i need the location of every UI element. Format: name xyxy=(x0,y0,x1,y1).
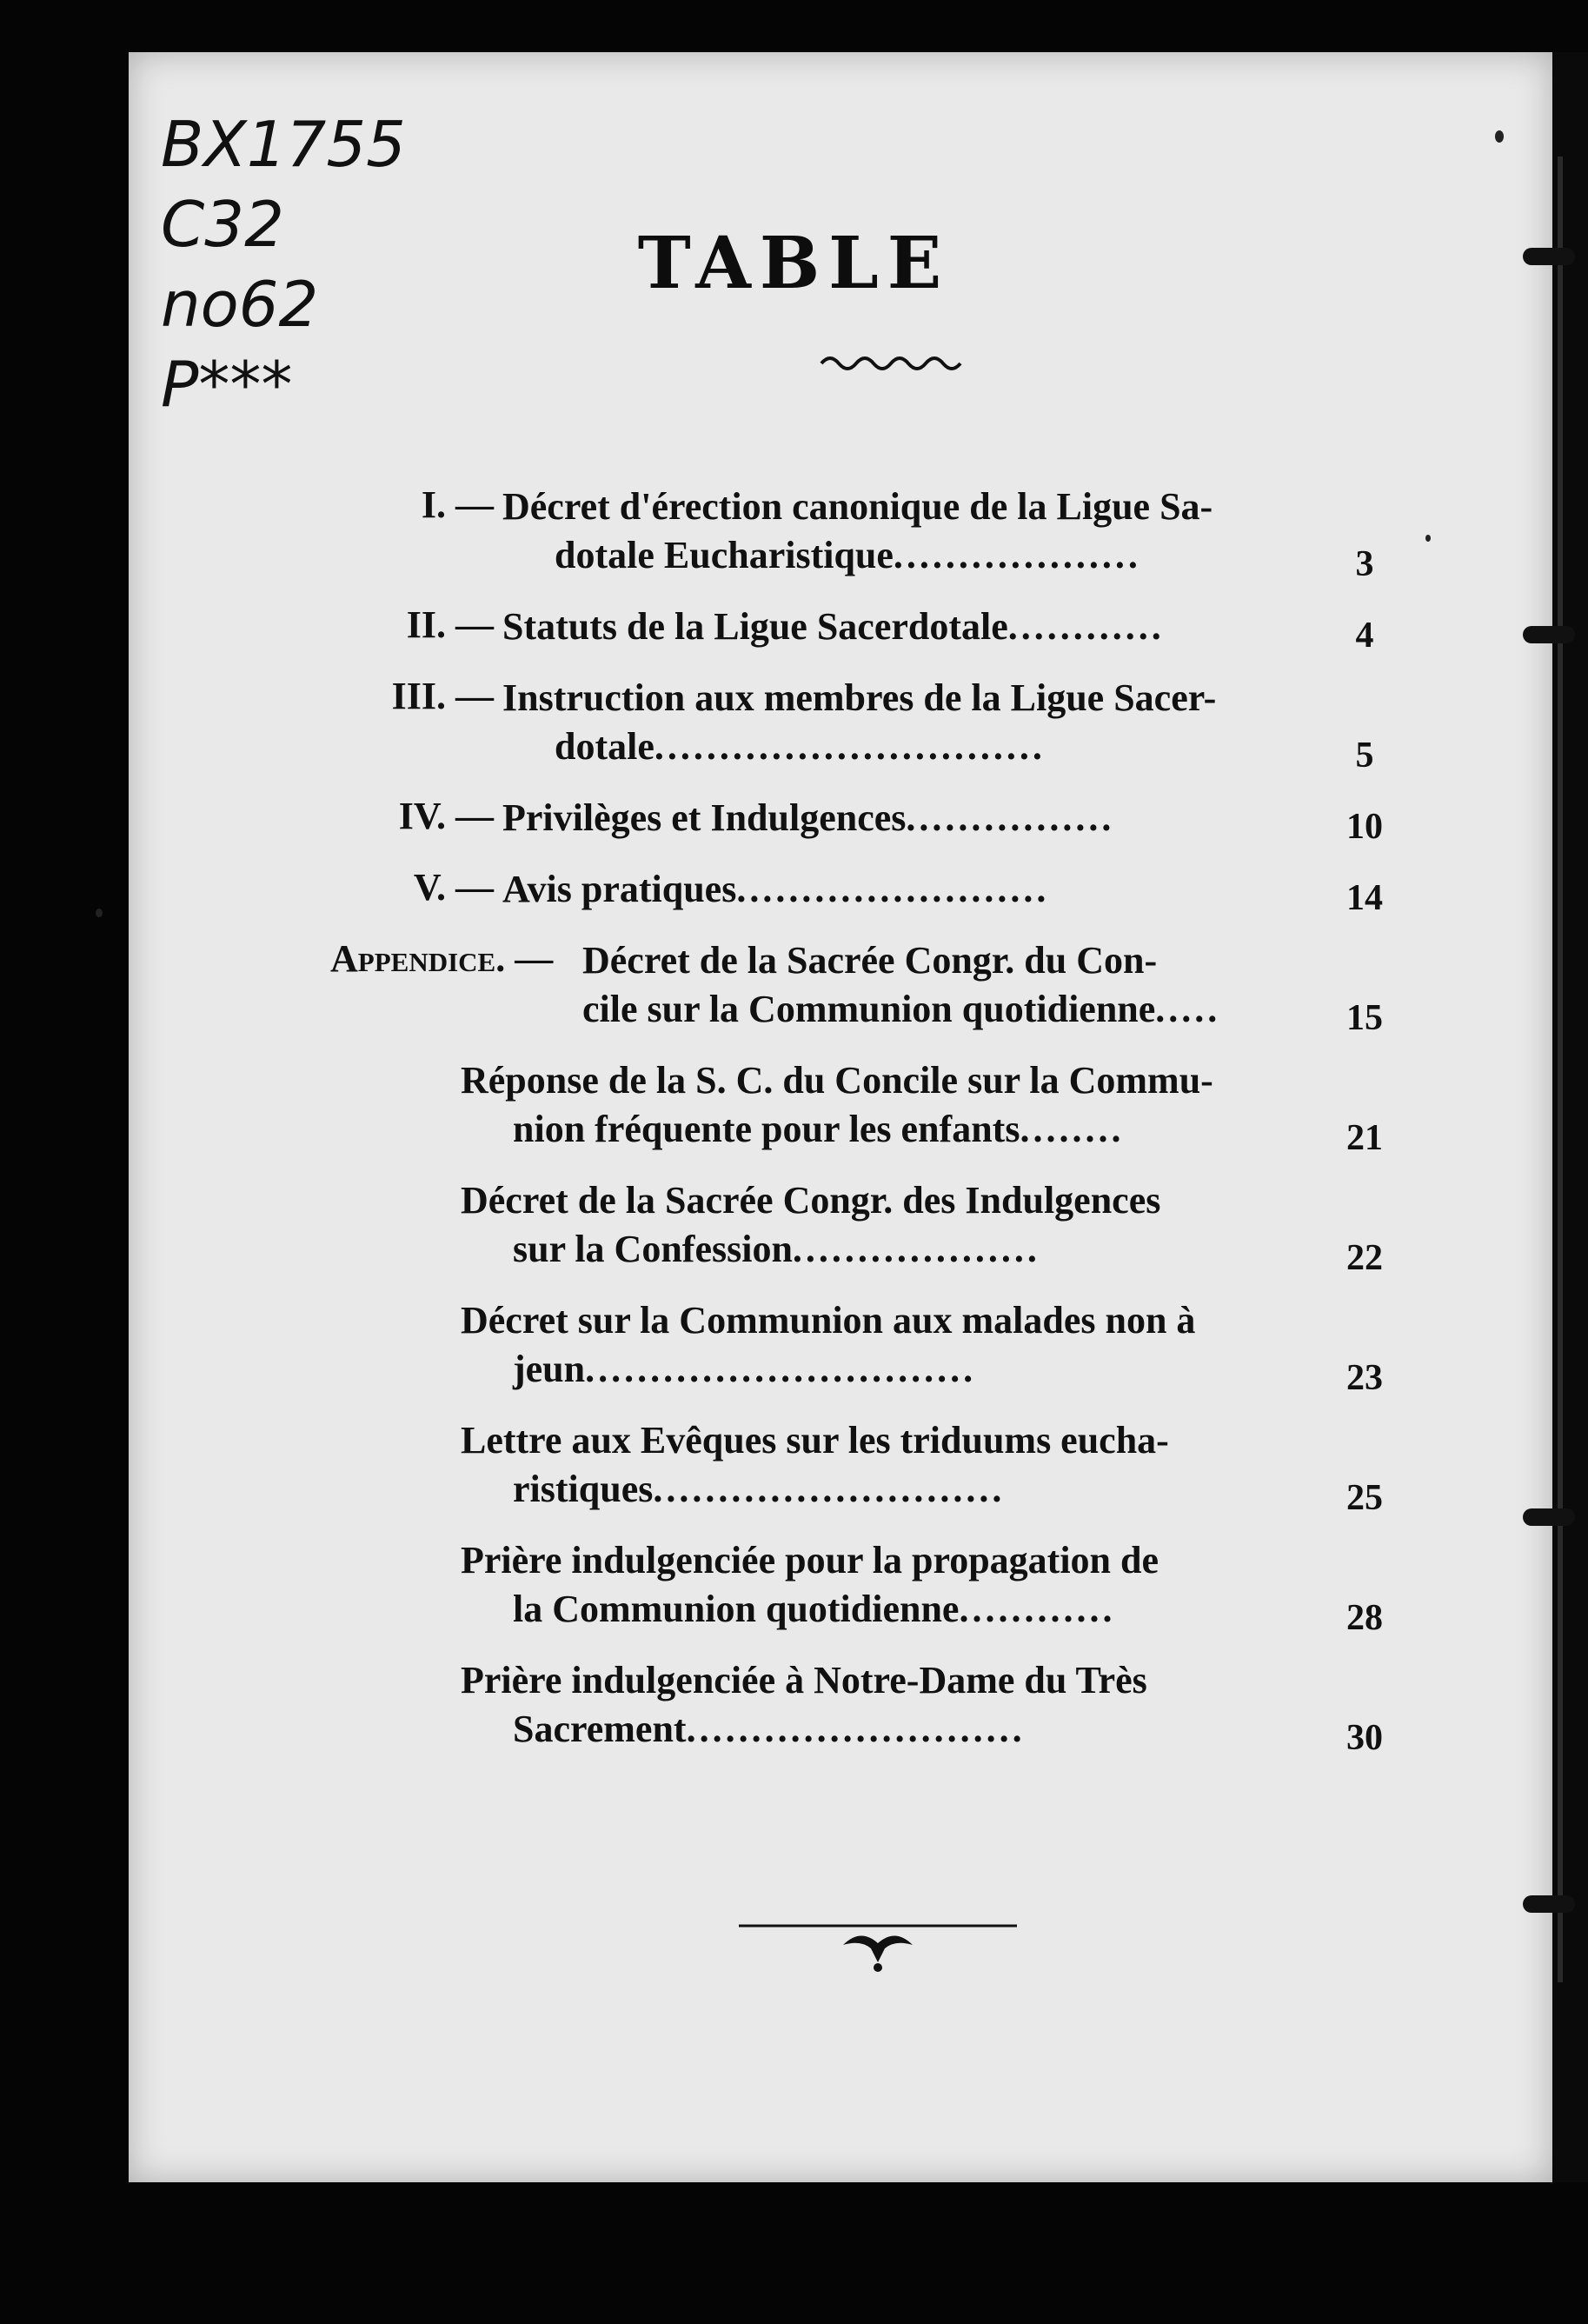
toc-entry xyxy=(339,483,1434,584)
call-number-line: P*** xyxy=(161,348,293,421)
entry-title-cont: dotale xyxy=(555,725,654,768)
page-number: 14 xyxy=(1346,878,1383,918)
call-number-line: no62 xyxy=(161,268,319,341)
entry-title: Prière indulgenciée pour la propagation de xyxy=(461,1539,1159,1582)
entry-title: Lettre aux Evêques sur les triduums eucha- xyxy=(461,1419,1169,1462)
leader-dots: .............................. xyxy=(654,725,1046,768)
scan-speck xyxy=(1425,535,1431,542)
entry-title-cont: sur la Confession xyxy=(513,1228,793,1270)
toc-entry xyxy=(339,674,1434,776)
binding-clip xyxy=(1523,1508,1575,1526)
leader-dots: ........................ xyxy=(736,868,1050,910)
page-number: 15 xyxy=(1346,998,1383,1038)
entry-number: I. — xyxy=(421,483,494,526)
toc-sub-entry xyxy=(339,1656,1434,1758)
page-number: 5 xyxy=(1355,736,1374,776)
entry-title-cont: la Communion quotidienne xyxy=(513,1588,960,1630)
wavy-rule-ornament xyxy=(817,348,965,374)
entry-title-cont: cile sur la Communion quotidienne xyxy=(582,988,1156,1030)
leader-dots: ..... xyxy=(1155,988,1221,1030)
entry-number: IV. — xyxy=(398,795,494,837)
scan-speck xyxy=(96,909,103,917)
appendix-label: Appendice. — xyxy=(330,937,554,980)
toc-sub-entry xyxy=(339,1296,1434,1398)
page-number: 22 xyxy=(1346,1238,1383,1278)
entry-title: Privilèges et Indulgences xyxy=(502,796,907,839)
toc-sub-entry xyxy=(339,1536,1434,1638)
leader-dots: .......................... xyxy=(686,1708,1026,1750)
toc-entry xyxy=(339,865,1434,918)
entry-title: Prière indulgenciée à Notre-Dame du Très xyxy=(461,1659,1147,1701)
entry-number: III. — xyxy=(391,675,494,717)
entry-title: Décret de la Sacrée Congr. du Con- xyxy=(582,939,1158,982)
page-number: 4 xyxy=(1355,616,1374,656)
leader-dots: .............................. xyxy=(585,1348,977,1390)
entry-title: Instruction aux membres de la Ligue Sacer- xyxy=(502,676,1217,719)
toc-entry-appendix xyxy=(330,936,1434,1038)
entry-title: Statuts de la Ligue Sacerdotale xyxy=(502,605,1008,648)
page-number: 30 xyxy=(1346,1718,1383,1758)
entry-number: II. — xyxy=(406,603,494,646)
entry-title-cont: nion fréquente pour les enfants xyxy=(513,1108,1020,1150)
table-of-contents xyxy=(330,483,1434,1776)
entry-title-cont: dotale Eucharistique xyxy=(555,534,894,576)
page-number: 21 xyxy=(1346,1118,1383,1158)
leader-dots: ............ xyxy=(1007,605,1165,648)
toc-sub-entry xyxy=(339,1176,1434,1278)
leader-dots: ................... xyxy=(893,534,1141,576)
page-number: 23 xyxy=(1346,1358,1383,1398)
page-number: 25 xyxy=(1346,1478,1383,1518)
scan-speck xyxy=(1495,130,1504,143)
leader-dots: ........ xyxy=(1020,1108,1125,1150)
page-number: 10 xyxy=(1346,807,1383,847)
entry-title: Réponse de la S. C. du Concile sur la Commu- xyxy=(461,1059,1213,1102)
toc-sub-entry xyxy=(339,1056,1434,1158)
leader-dots: ................ xyxy=(906,796,1115,839)
entry-number: V. — xyxy=(413,866,494,909)
entry-title: Décret sur la Communion aux malades non à xyxy=(461,1299,1196,1342)
leader-dots: ........................... xyxy=(653,1468,1006,1510)
entry-title-cont: Sacrement xyxy=(513,1708,687,1750)
binding-clip xyxy=(1523,626,1575,643)
page-number: 28 xyxy=(1346,1598,1383,1638)
page-title: TABLE xyxy=(637,222,951,305)
toc-sub-entry xyxy=(339,1416,1434,1518)
leader-dots: ............ xyxy=(959,1588,1116,1630)
binding-line xyxy=(1558,156,1563,1982)
toc-entry xyxy=(339,603,1434,656)
entry-title-cont: jeun xyxy=(513,1348,586,1390)
call-number-line: BX1755 xyxy=(161,108,406,181)
leader-dots: ................... xyxy=(792,1228,1040,1270)
binding-clip xyxy=(1523,1895,1575,1913)
entry-title-cont: ristiques xyxy=(513,1468,654,1510)
fleuron-ornament xyxy=(739,1908,1017,1978)
toc-entry xyxy=(339,794,1434,847)
call-number-line: C32 xyxy=(161,188,284,261)
entry-title: Décret d'érection canonique de la Ligue Sa- xyxy=(502,485,1213,528)
page-number: 3 xyxy=(1355,544,1374,584)
entry-title: Décret de la Sacrée Congr. des Indulgences xyxy=(461,1179,1161,1222)
entry-title: Avis pratiques xyxy=(502,868,737,910)
